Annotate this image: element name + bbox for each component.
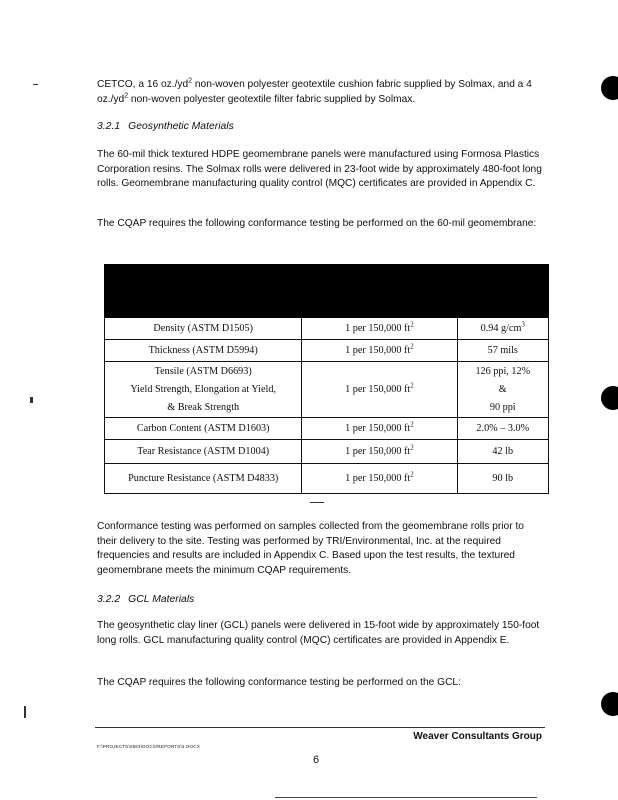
scan-speck: [30, 397, 33, 403]
paragraph-gcl: The geosynthetic clay liner (GCL) panels were delivered in 15-foot wide by approximately 150-foot long rolls. GCL manufacturing quality control (MQC) certificates are provided in Appendix E.: [97, 620, 540, 646]
table-row: Thickness (ASTM D5994) 1 per 150,000 $ft^2$ 57 mils: [105, 340, 549, 362]
table-row: Puncture Resistance (ASTM D4833) 1 per 150,000 $ft^2$ 90 lb: [105, 464, 549, 494]
binder-hole-icon: [601, 692, 618, 716]
table-row: Density (ASTM D1505) 1 per 150,000 $ft^2$ 0.94 $g/cm^3$: [105, 318, 549, 340]
scan-speck: [310, 502, 324, 503]
table-row: Tensile (ASTM D6693) Yield Strength, Elongation at Yield, & Break Strength 1 per 150,000 $ft^2$ 126 ppi, 12% & 90 ppi: [105, 362, 549, 418]
paragraph-geomembrane: The 60-mil thick textured HDPE geomembrane panels were manufactured using Formosa Plastics Corporation resins. The Solmax rolls were delivered in 23-foot wide by approximately 480-foot long rolls. Geomembrane manufacturing quality control (MQC) certificates are provided in Appendix C.: [97, 149, 542, 189]
footer-file-path: F:\PROJECTS\0583\DOCS\REPORTS\3.DOCX: [97, 744, 200, 749]
footer-rule: [95, 727, 545, 728]
paragraph-cqap-geomembrane: The CQAP requires the following conformance testing be performed on the 60-mil geomembrane:: [97, 218, 537, 229]
paragraph-cqap-gcl: The CQAP requires the following conformance testing be performed on the GCL:: [97, 677, 461, 688]
page-number: 6: [313, 754, 320, 766]
scan-edge-line: [275, 797, 537, 798]
section-heading-3-2-2: 3.2.2 GCL Materials: [97, 594, 195, 605]
binder-hole-icon: [601, 386, 618, 410]
table-header-row: [105, 265, 549, 318]
paragraph-cetco: CETCO, a 16 $oz./yd^2$ non-woven polyester geotextile cushion fabric supplied by Solmax, and a 4 $oz./yd^2$ non-woven polyester geotextile filter fabric supplied by Solmax.: [97, 77, 532, 105]
scan-speck: [24, 706, 26, 718]
scan-speck: [33, 84, 38, 85]
footer-company-name: Weaver Consultants Group: [413, 731, 542, 742]
table-row: Tear Resistance (ASTM D1004) 1 per 150,000 $ft^2$ 42 lb: [105, 440, 549, 464]
table-row: Carbon Content (ASTM D1603) 1 per 150,000 $ft^2$ 2.0% – 3.0%: [105, 418, 549, 440]
binder-hole-icon: [601, 76, 618, 100]
conformance-table: [104, 264, 549, 494]
paragraph-conformance-results: Conformance testing was performed on samples collected from the geomembrane rolls prior to their delivery to the site. Testing was performed by TRI/Environmental, Inc. at the required frequencies and results are included in Appendix C. Based upon the test results, the textured geomembrane meets the minimum CQAP requirements.: [97, 521, 524, 576]
section-heading-3-2-1: 3.2.1 Geosynthetic Materials: [97, 121, 234, 132]
